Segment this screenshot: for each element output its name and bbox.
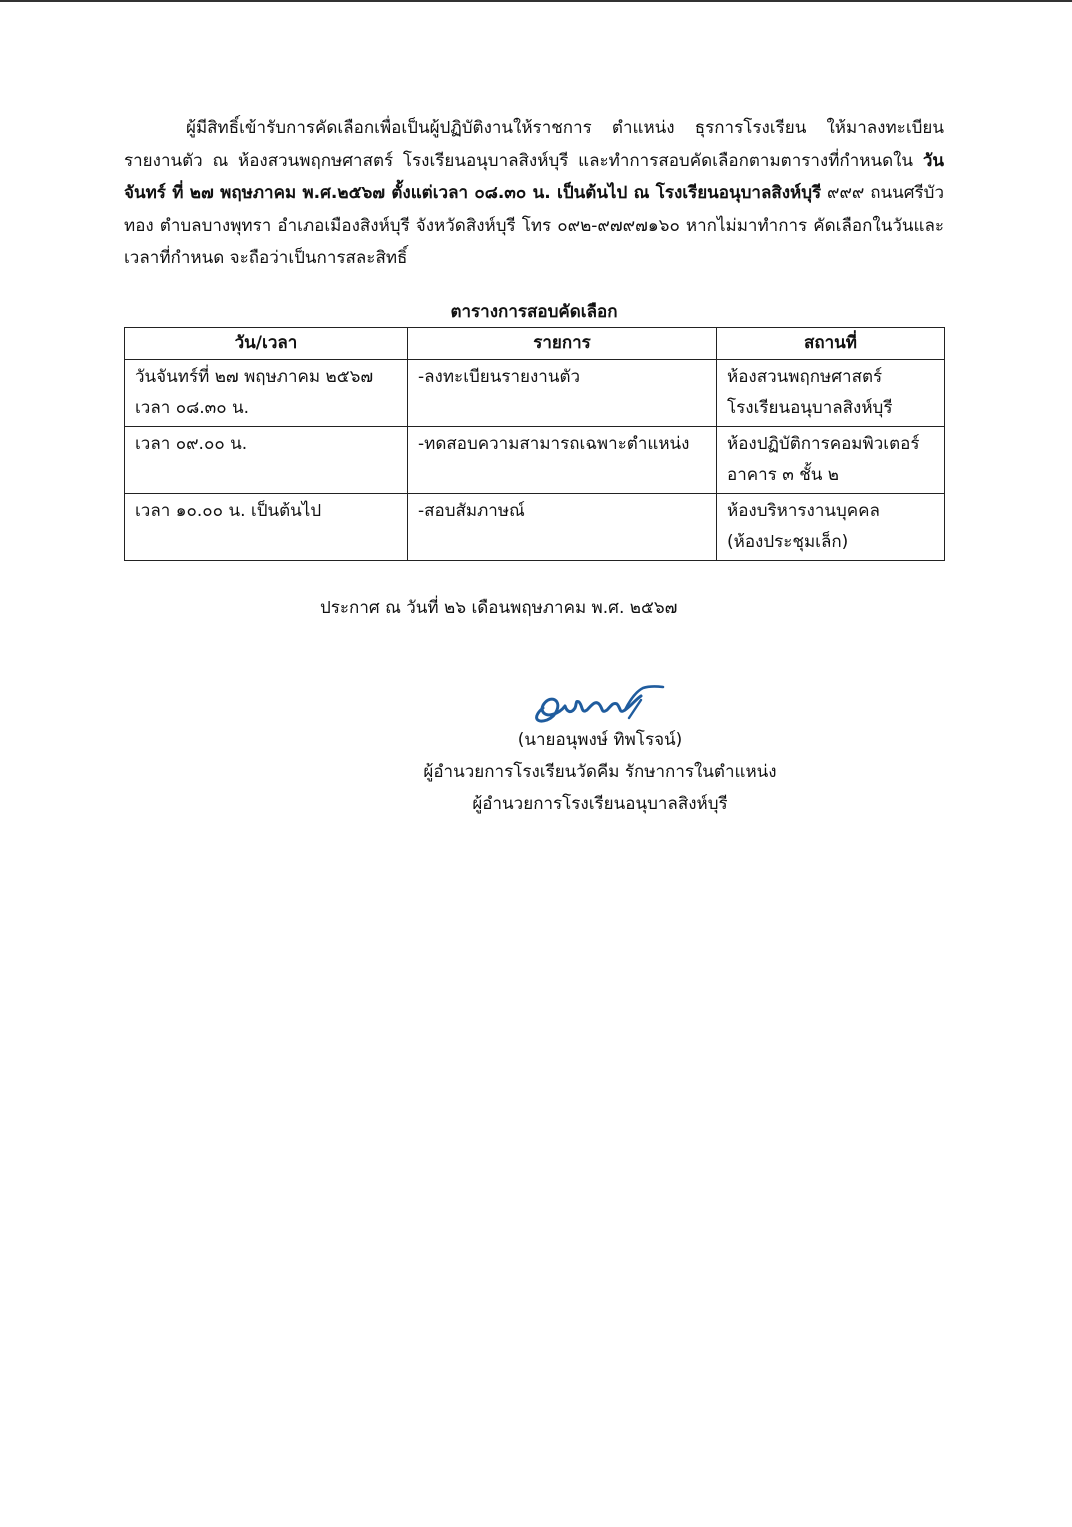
document-body bbox=[124, 112, 944, 561]
cell-time bbox=[125, 426, 408, 493]
cell-time-line: วันจันทร์ที่ ๒๗ พฤษภาคม ๒๕๖๗ bbox=[135, 366, 374, 387]
cell-item: -ทดสอบความสามารถเฉพาะตำแหน่ง bbox=[408, 426, 717, 493]
cell-place-line: อาคาร ๓ ชั้น ๒ bbox=[727, 464, 840, 485]
header-item: รายการ bbox=[408, 327, 717, 359]
header-place: สถานที่ bbox=[717, 327, 945, 359]
cell-place-line: โรงเรียนอนุบาลสิงห์บุรี bbox=[727, 397, 893, 418]
cell-place bbox=[717, 359, 945, 426]
cell-place-line: ห้องบริหารงานบุคคล bbox=[727, 500, 880, 521]
intro-text-part1: ผู้มีสิทธิ์เข้ารับการคัดเลือกเพื่อเป็นผู้ปฏิบัติงานให้ราชการ ตำแหน่ง ธุรการโรงเรียน ให้มาลงทะเบียน รายงานตัว ณ ห้องสวนพฤกษศาสตร์ โรงเรียนอนุบาลสิงห์บุรี และทำการสอบคัดเลือกตามตารางที่กำหนดใน bbox=[124, 118, 944, 171]
schedule-table bbox=[124, 327, 945, 561]
table-row bbox=[125, 426, 945, 493]
cell-place-line: ห้องปฏิบัติการคอมพิวเตอร์ bbox=[727, 433, 920, 454]
table-row bbox=[125, 359, 945, 426]
cell-place-line: (ห้องประชุมเล็ก) bbox=[727, 531, 849, 552]
top-border-line bbox=[0, 0, 1072, 2]
table-header-row bbox=[125, 327, 945, 359]
table-row bbox=[125, 493, 945, 560]
cell-place-line: ห้องสวนพฤกษศาสตร์ bbox=[727, 366, 883, 387]
signer-position-acting: ผู้อำนวยการโรงเรียนวัดคีม รักษาการในตำแหน่ง bbox=[423, 762, 777, 782]
cell-time bbox=[125, 359, 408, 426]
signer-name: (นายอนุพงษ์ ทิพโรจน์) bbox=[517, 730, 683, 750]
header-time: วัน/เวลา bbox=[125, 327, 408, 359]
table-title: ตารางการสอบคัดเลือก bbox=[450, 301, 618, 322]
intro-paragraph bbox=[124, 112, 944, 275]
signer-position: ผู้อำนวยการโรงเรียนอนุบาลสิงห์บุรี bbox=[472, 794, 728, 814]
cell-place bbox=[717, 493, 945, 560]
signature-block bbox=[400, 724, 800, 820]
cell-time bbox=[125, 493, 408, 560]
intro-text-part2: ๙๙๙ ถนนศรีบัวทอง ตำบลบางพุทรา อำเภอเมืองสิงห์บุรี จังหวัดสิงห์บุรี โทร ๐๙๒-๙๗๙๗๑๖๐ หากไม่มาทำการ คัดเลือกในวันและเวลาที่กำหนด จะถือว่าเป็นการสละสิทธิ์ bbox=[124, 183, 944, 268]
cell-time-line: เวลา ๐๘.๓๐ น. bbox=[135, 397, 250, 418]
announcement-date: ประกาศ ณ วันที่ ๒๖ เดือนพฤษภาคม พ.ศ. ๒๕๖๗ bbox=[320, 598, 678, 618]
cell-item: -สอบสัมภาษณ์ bbox=[408, 493, 717, 560]
cell-time-line: เวลา ๐๙.๐๐ น. bbox=[135, 433, 248, 454]
intro-text-bold: วันจันทร์ ที่ ๒๗ พฤษภาคม พ.ศ.๒๕๖๗ ตั้งแต่เวลา ๐๘.๓๐ น. เป็นต้นไป ณ โรงเรียนอนุบาลสิงห์บุรี bbox=[124, 150, 944, 203]
cell-place bbox=[717, 426, 945, 493]
cell-time-line: เวลา ๑๐.๐๐ น. เป็นต้นไป bbox=[135, 500, 322, 521]
handwritten-signature bbox=[525, 678, 675, 728]
cell-item: -ลงทะเบียนรายงานตัว bbox=[408, 359, 717, 426]
